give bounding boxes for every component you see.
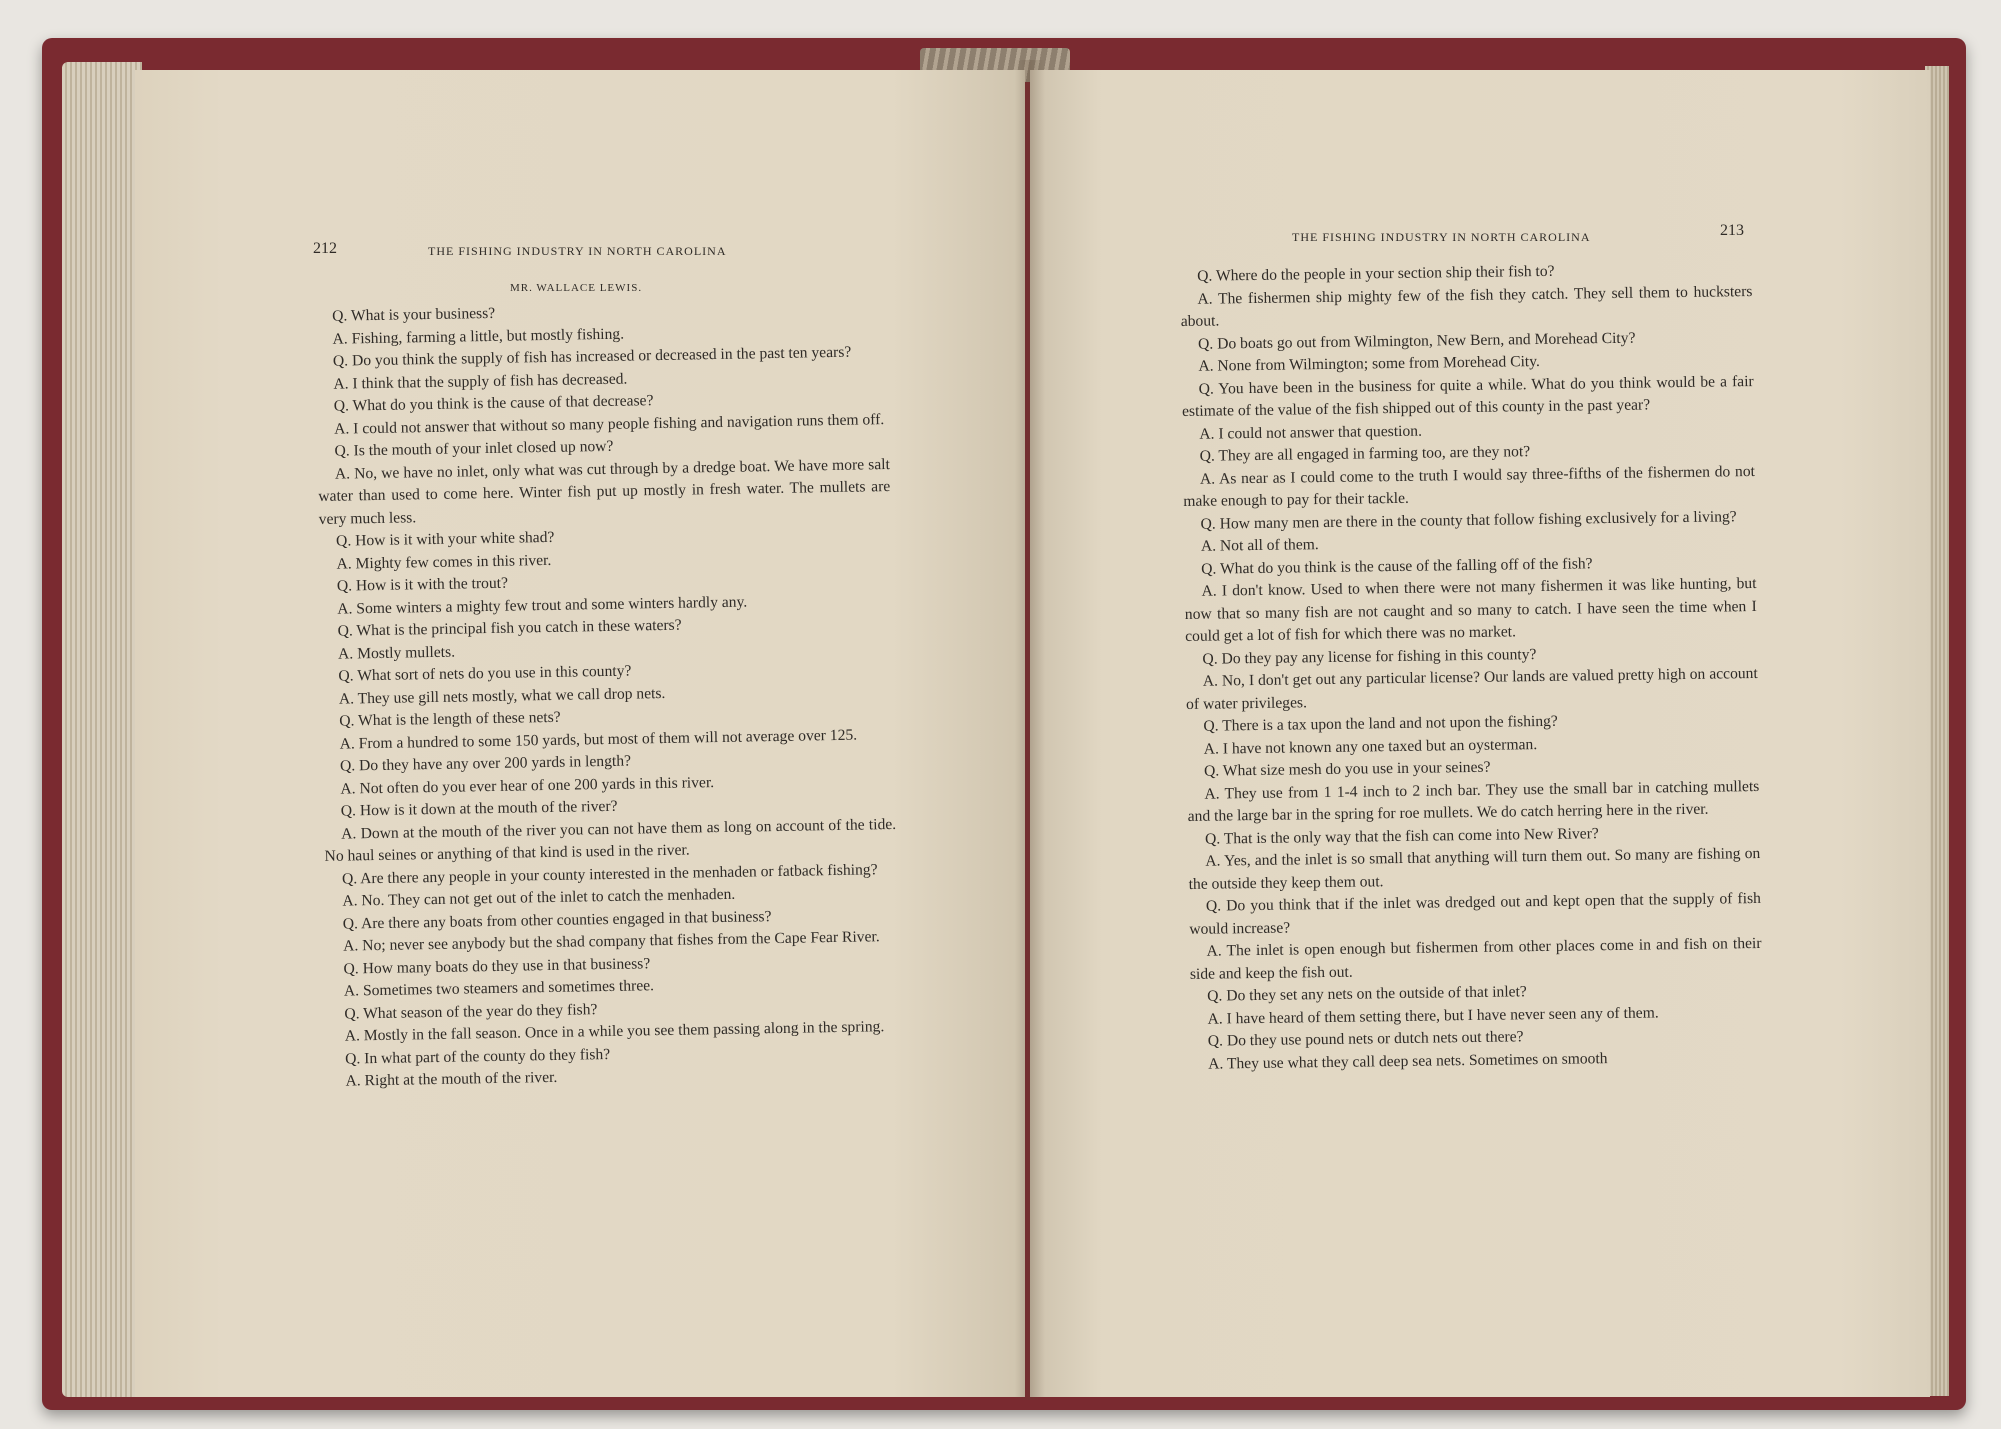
paragraph: A. From a hundred to some 150 yards, but most of them will not average over 125. <box>339 726 858 753</box>
paragraph: Q. How many boats do they use in that business? <box>343 954 651 978</box>
book-gutter <box>1015 60 1045 1400</box>
paragraph: Q. What sort of nets do you use in this county? <box>338 662 632 685</box>
paragraph: Q. What size mesh do you use in your seines? <box>1203 758 1491 780</box>
paragraph: Q. Do they have any over 200 yards in length? <box>339 752 632 775</box>
paragraph: Q. What is the principal fish you catch in these waters? <box>337 616 682 640</box>
paragraph: Q. What is the length of these nets? <box>339 708 561 730</box>
right-page <box>1030 70 1930 1397</box>
paragraph: Q. Is the mouth of your inlet closed up now? <box>334 437 614 460</box>
paragraph: A. Mighty few comes in this river. <box>336 551 552 573</box>
paragraph: A. Not all of them. <box>1200 536 1319 555</box>
paragraph: A. Fishing, farming a little, but mostly fishing. <box>332 325 625 348</box>
paragraph: A. They use gill nets mostly, what we call drop nets. <box>338 684 666 708</box>
paragraph: Q. How is it with the trout? <box>336 574 509 595</box>
paragraph: Q. Where do the people in your section ship their fish to? <box>1197 262 1555 285</box>
paragraph: Q. In what part of the county do they fish? <box>344 1045 611 1068</box>
paragraph: A. As near as I could come to the truth I would say three-fifths of the fishermen do not make enough to pay for their tackle. <box>1183 462 1756 510</box>
paragraph: A. Down at the mouth of the river you can not have them as long on account of the tide. No haul seines or anything of that kind is used in the river. <box>324 815 897 865</box>
body-text <box>315 296 901 1093</box>
paragraph: A. Mostly mullets. <box>337 643 456 663</box>
paragraph: A. None from Wilmington; some from Morehead City. <box>1198 352 1541 375</box>
paragraph: A. I have heard of them setting there, but I have never seen any of them. <box>1207 1003 1659 1028</box>
paragraph: Q. Do they set any nets on the outside of that inlet? <box>1207 983 1527 1005</box>
body-text <box>1180 258 1763 1076</box>
paragraph: A. Not often do you ever hear of one 200 yards in this river. <box>340 773 715 798</box>
paragraph: Q. How is it with your white shad? <box>335 528 555 550</box>
page-number: 213 <box>1720 222 1744 239</box>
paragraph: Q. How many men are there in the county that follow fishing exclusively for a living? <box>1200 507 1737 533</box>
page-edges-left <box>62 62 142 1397</box>
paragraph: A. No, we have no inlet, only what was cut through by a dredge boat. We have more salt water than used to come here. Winter fish put up mostly in fresh water. The mullets are very much less. <box>318 455 891 528</box>
paragraph: Q. What do you think is the cause of the falling off of the fish? <box>1201 554 1593 578</box>
paragraph: A. Mostly in the fall season. Once in a while you see them passing along in the spring. <box>344 1018 885 1045</box>
paragraph: Q. There is a tax upon the land and not upon the fishing? <box>1203 712 1558 735</box>
paragraph: A. Sometimes two steamers and sometimes three. <box>343 977 655 1000</box>
paragraph: Q. Do you think the supply of fish has increased or decreased in the past ten years? <box>332 343 852 370</box>
paragraph: Q. Are there any boats from other counties engaged in that business? <box>342 907 772 933</box>
paragraph: Q. Do you think that if the inlet was dredged out and kept open that the supply of fish would increase? <box>1189 889 1762 938</box>
paragraph: A. I could not answer that question. <box>1199 422 1423 443</box>
paragraph: A. I have not known any one taxed but an oysterman. <box>1203 735 1538 758</box>
paragraph: A. They use from 1 1-4 inch to 2 inch bar. They use the small bar in catching mullets and the large bar in the spring for roe mullets. We do catch herring here in the river. <box>1187 777 1760 825</box>
paragraph: A. I could not answer that without so many people fishing and navigation runs them off. <box>333 410 885 438</box>
paragraph: Q. You have been in the business for quite a while. What do you think would be a fair estimate of the value of the fish shipped out of this county in the past year? <box>1181 372 1754 420</box>
paragraph: A. I think that the supply of fish has decreased. <box>333 370 628 393</box>
paragraph: Q. Do they use pound nets or dutch nets out there? <box>1207 1028 1524 1050</box>
paragraph: A. They use what they call deep sea nets. Sometimes on smooth <box>1208 1049 1608 1073</box>
paragraph: A. The fishermen ship mighty few of the fish they catch. They sell them to hucksters about. <box>1180 282 1753 330</box>
paragraph: Q. Are there any people in your county interested in the menhaden or fatback fishing? <box>341 860 878 888</box>
running-head: THE FISHING INDUSTRY IN NORTH CAROLINA <box>1292 230 1591 244</box>
paragraph: A. No. They can not get out of the inlet to catch the menhaden. <box>342 885 736 910</box>
paragraph: A. No; never see anybody but the shad company that fishes from the Cape Fear River. <box>343 928 880 955</box>
left-page <box>135 70 1025 1397</box>
paragraph: Q. Do boats go out from Wilmington, New Bern, and Morehead City? <box>1197 329 1636 353</box>
paragraph: Q. What season of the year do they fish? <box>344 1000 598 1023</box>
running-head: THE FISHING INDUSTRY IN NORTH CAROLINA <box>428 244 727 258</box>
paragraph: Q. How is it down at the mouth of the river? <box>340 797 618 820</box>
paragraph: Q. That is the only way that the fish can come into New River? <box>1204 824 1599 848</box>
paragraph: A. Some winters a mighty few trout and some winters hardly any. <box>337 593 748 618</box>
paragraph: A. The inlet is open enough but fishermen from other places come in and fish on their side and keep the fish out. <box>1189 934 1762 983</box>
paragraph: Q. What do you think is the cause of that decrease? <box>333 392 654 415</box>
paragraph: Q. They are all engaged in farming too, are they not? <box>1199 443 1531 465</box>
paragraph: A. Right at the mouth of the river. <box>345 1068 558 1090</box>
paragraph: A. No, I don't get out any particular license? Our lands are valued pretty high on account of water privileges. <box>1185 664 1758 713</box>
section-title: MR. WALLACE LEWIS. <box>510 282 643 294</box>
page-number: 212 <box>313 240 337 257</box>
paragraph: Q. Do they pay any license for fishing in this county? <box>1202 645 1537 668</box>
paragraph: Q. What is your business? <box>332 304 496 325</box>
paragraph: A. Yes, and the inlet is so small that anything will turn them out. So many are fishing on the outside they keep them out. <box>1188 844 1761 893</box>
paragraph: A. I don't know. Used to when there were not many fishermen it was like hunting, but now that so many fish are not caught and so many to catch. I have seen the time when I could get a lot of fish for which there was no market. <box>1184 574 1757 645</box>
